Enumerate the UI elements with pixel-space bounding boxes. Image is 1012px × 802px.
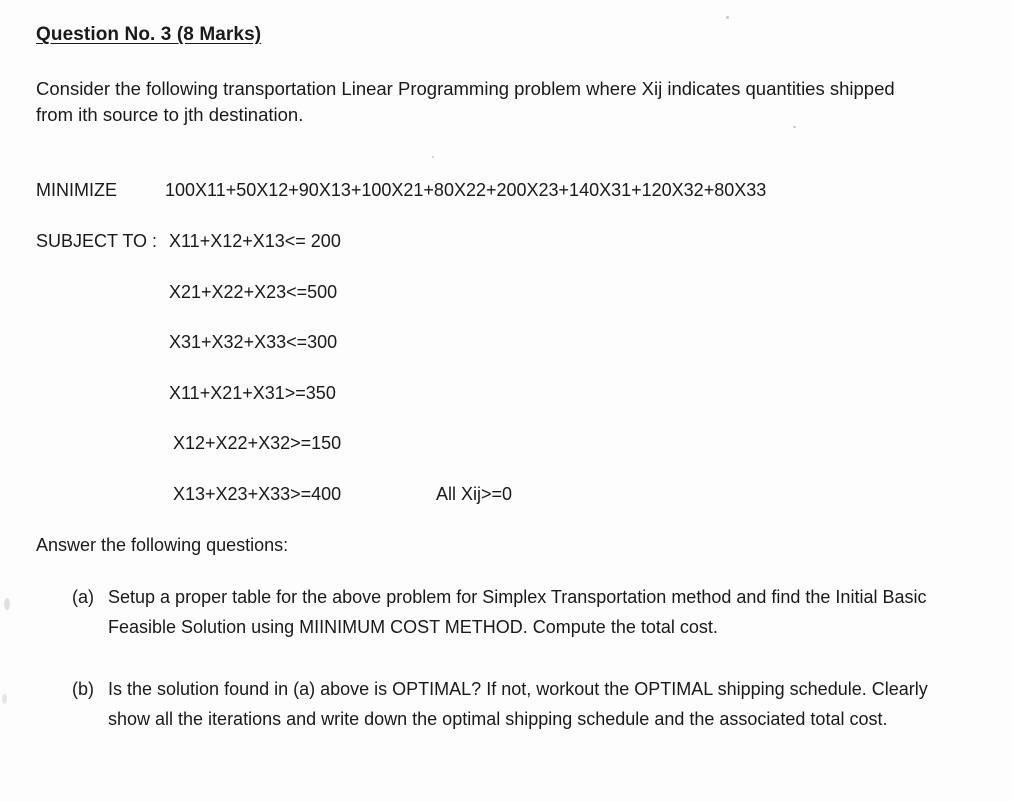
answers-prompt: Answer the following questions:	[36, 535, 289, 555]
scan-speck	[432, 156, 434, 158]
answer-a-label: (a)	[72, 587, 94, 607]
objective-expression: 100X11+50X12+90X13+100X21+80X22+200X23+140X31+120X32+80X33	[165, 180, 767, 200]
constraint-5: X12+X22+X32>=150	[173, 433, 342, 453]
nonnegativity-constraint: All Xij>=0	[436, 484, 513, 504]
constraint-6: X13+X23+X33>=400	[173, 484, 342, 504]
answer-a-text: Setup a proper table for the above problem for Simplex Transportation method and find the Initial Basic Feasible Solution using MIINIMUM COST METHOD. Compute the total cost.	[108, 587, 927, 637]
objective-label: MINIMIZE	[36, 180, 117, 200]
constraint-2: X21+X22+X23<=500	[169, 282, 338, 302]
answer-b-text: Is the solution found in (a) above is OPTIMAL? If not, workout the OPTIMAL shipping schedule. Clearly show all the iterations and write down the optimal shipping schedule and the associated total cost.	[108, 679, 928, 729]
scan-speck	[793, 126, 796, 128]
scan-speck	[726, 16, 729, 19]
scan-speck	[2, 694, 7, 704]
question-intro: Consider the following transportation Linear Programming problem where Xij indicates quantities shipped from ith source to jth destination.	[36, 78, 895, 125]
constraint-1: X11+X12+X13<= 200	[169, 231, 341, 251]
answer-b-label: (b)	[72, 679, 94, 699]
constraint-3: X31+X32+X33<=300	[169, 332, 338, 352]
question-heading: Question No. 3 (8 Marks)	[36, 24, 262, 45]
constraints-label: SUBJECT TO :	[36, 231, 158, 251]
constraint-4: X11+X21+X31>=350	[169, 383, 336, 403]
scan-speck	[4, 598, 10, 610]
